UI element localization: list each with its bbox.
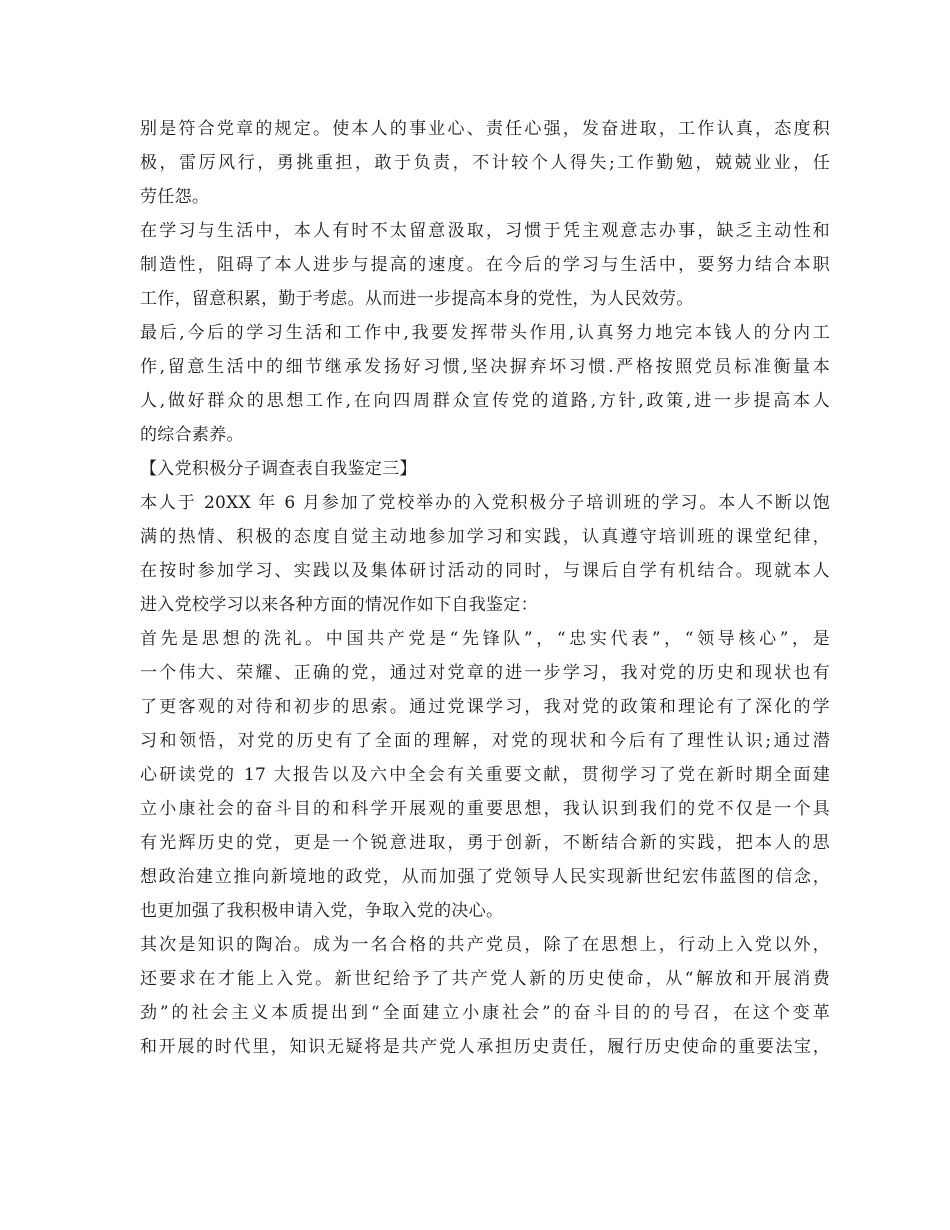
- text-line: 的综合素养。: [140, 425, 244, 445]
- text-line: 也更加强了我积极申请入党，争取入党的决心。: [140, 901, 504, 921]
- text-line: 立小康社会的奋斗目的和科学开展观的重要思想，我认识到我们的党不仅是一个具: [140, 799, 830, 819]
- text-line: 其次是知识的陶冶。成为一名合格的共产党员，除了在思想上，行动上入党以外，: [140, 935, 830, 955]
- text-line: 人,做好群众的思想工作,在向四周群众宣传党的道路,方针,政策,进一步提高本人: [140, 391, 830, 411]
- text-line: 劳任怨。: [140, 187, 210, 207]
- text-line: 习和领悟，对党的历史有了全面的理解，对党的现状和今后有了理性认识;通过潜: [140, 731, 830, 751]
- text-line: 劲”的社会主义本质提出到“全面建立小康社会”的奋斗目的的号召，在这个变革: [140, 1003, 830, 1023]
- text-line: 制造性，阻碍了本人进步与提高的速度。在今后的学习与生活中，要努力结合本职: [140, 255, 830, 275]
- text-line: 想政治建立推向新境地的政党，从而加强了党领导人民实现新世纪宏伟蓝图的信念，: [140, 867, 830, 887]
- text-line: 进入党校学习以来各种方面的情况作如下自我鉴定：: [140, 595, 538, 615]
- text-line: 作,留意生活中的细节继承发扬好习惯,坚决摒弃坏习惯.严格按照党员标准衡量本: [140, 357, 830, 377]
- text-line: 有光辉历史的党，更是一个锐意进取，勇于创新，不断结合新的实践，把本人的思: [140, 833, 830, 853]
- section-heading: 【入党积极分子调查表自我鉴定三】: [140, 459, 417, 479]
- text-line: 一个伟大、荣耀、正确的党，通过对党章的进一步学习，我对党的历史和现状也有: [140, 663, 830, 683]
- text-line: 别是符合党章的规定。使本人的事业心、责任心强，发奋进取，工作认真，态度积: [140, 119, 830, 139]
- document-body: [140, 112, 830, 1064]
- text-line: 满的热情、积极的态度自觉主动地参加学习和实践，认真遵守培训班的课堂纪律，: [140, 527, 830, 547]
- text-line: 首先是思想的洗礼。中国共产党是“先锋队”，“忠实代表”，“领导核心”，是: [140, 629, 830, 649]
- text-line: 最后,今后的学习生活和工作中,我要发挥带头作用,认真努力地完本钱人的分内工: [140, 323, 830, 343]
- text-line: 和开展的时代里，知识无疑将是共产党人承担历史责任，履行历史使命的重要法宝，: [140, 1037, 830, 1057]
- text-line: 在学习与生活中，本人有时不太留意汲取，习惯于凭主观意志办事，缺乏主动性和: [140, 221, 830, 241]
- text-line: 在按时参加学习、实践以及集体研讨活动的同时，与课后自学有机结合。现就本人: [140, 561, 830, 581]
- text-line: 工作，留意积累，勤于考虑。从而进一步提高本身的党性，为人民效劳。: [140, 289, 694, 309]
- text-line: 了更客观的对待和初步的思索。通过党课学习，我对党的政策和理论有了深化的学: [140, 697, 830, 717]
- text-line: 本人于 20XX 年 6 月参加了党校举办的入党积极分子培训班的学习。本人不断以饱: [140, 493, 830, 513]
- text-line: 心研读党的 17 大报告以及六中全会有关重要文献，贯彻学习了党在新时期全面建: [140, 765, 830, 785]
- text-line: 还要求在才能上入党。新世纪给予了共产党人新的历史使命，从“解放和开展消费: [140, 969, 830, 989]
- text-line: 极，雷厉风行，勇挑重担，敢于负责，不计较个人得失;工作勤勉，兢兢业业，任: [140, 153, 830, 173]
